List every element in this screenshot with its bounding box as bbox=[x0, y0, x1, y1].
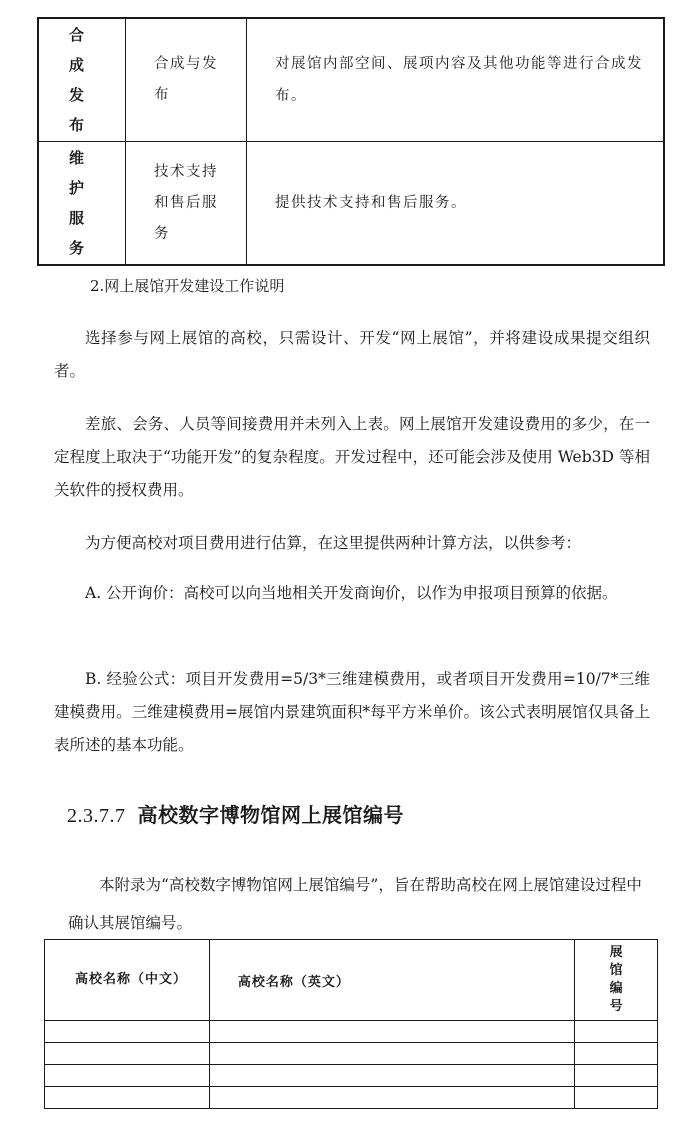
body-paragraph: B. 经验公式：项目开发费用=5/3*三维建模费用，或者项目开发费用=10/7*三维建模费用。三维建模费用=展馆内景建筑面积*每平方米单价。该公式表明展馆仅具备上表所述的基本功能。 bbox=[54, 670, 650, 754]
header-cell bbox=[209, 940, 574, 1021]
table-cell[interactable] bbox=[45, 1087, 210, 1109]
header-cell bbox=[575, 940, 658, 1021]
item-label: 技术支持和售后服务 bbox=[154, 163, 218, 242]
category-label: 合成发布 bbox=[69, 26, 85, 134]
item-label: 合成与发布 bbox=[154, 56, 218, 103]
header-label: 高校名称（英文） bbox=[237, 974, 350, 990]
header-label: 展馆编号 bbox=[609, 945, 623, 1014]
table-cell[interactable] bbox=[209, 1065, 574, 1087]
table-cell[interactable] bbox=[209, 1043, 574, 1065]
table-header-row bbox=[45, 940, 658, 1021]
section-number: 2.3.7.7 bbox=[67, 805, 126, 827]
header-cell bbox=[45, 940, 210, 1021]
category-cell bbox=[38, 18, 126, 142]
body-paragraph: 本附录为“高校数字博物馆网上展馆编号”，旨在帮助高校在网上展馆建设过程中确认其展馆编号。 bbox=[68, 876, 642, 932]
table-cell[interactable] bbox=[45, 1043, 210, 1065]
body-paragraph: 选择参与网上展馆的高校，只需设计、开发“网上展馆”，并将建设成果提交组织者。 bbox=[54, 329, 650, 380]
item-cell bbox=[126, 18, 247, 142]
description-text: 提供技术支持和售后服务。 bbox=[275, 195, 467, 211]
subsection-heading: 2.网上展馆开发建设工作说明 bbox=[90, 277, 285, 295]
table-row bbox=[45, 1087, 658, 1109]
header-label: 高校名称（中文） bbox=[75, 972, 188, 987]
table-cell[interactable] bbox=[575, 1043, 658, 1065]
body-paragraph: 差旅、会务、人员等间接费用并未列入上表。网上展馆开发建设费用的多少，在一定程度上取决于“功能开发”的复杂程度。开发过程中，还可能会涉及使用 Web3D 等相关软件的授权费用。 bbox=[54, 415, 650, 499]
description-text: 对展馆内部空间、展项内容及其他功能等进行合成发布。 bbox=[275, 56, 643, 104]
category-label: 维护服务 bbox=[69, 149, 85, 257]
description-cell bbox=[247, 18, 665, 142]
function-cost-table bbox=[37, 17, 665, 266]
body-paragraph: A. 公开询价：高校可以向当地相关开发商询价，以作为申报项目预算的依据。 bbox=[85, 584, 618, 602]
section-heading bbox=[67, 799, 404, 828]
table-row bbox=[45, 1021, 658, 1043]
item-cell bbox=[126, 142, 247, 266]
category-cell bbox=[38, 142, 126, 266]
body-paragraph: 为方便高校对项目费用进行估算，在这里提供两种计算方法，以供参考： bbox=[85, 534, 582, 552]
table-cell[interactable] bbox=[209, 1021, 574, 1043]
table-cell[interactable] bbox=[575, 1065, 658, 1087]
table-cell[interactable] bbox=[575, 1021, 658, 1043]
table-cell[interactable] bbox=[45, 1021, 210, 1043]
table-row bbox=[38, 18, 664, 142]
table-cell[interactable] bbox=[209, 1087, 574, 1109]
table-row bbox=[45, 1065, 658, 1087]
table-row bbox=[38, 142, 664, 266]
table-cell[interactable] bbox=[575, 1087, 658, 1109]
description-cell bbox=[247, 142, 665, 266]
museum-number-table bbox=[44, 939, 658, 1109]
table-row bbox=[45, 1043, 658, 1065]
section-title: 高校数字博物馆网上展馆编号 bbox=[137, 803, 404, 827]
table-cell[interactable] bbox=[45, 1065, 210, 1087]
